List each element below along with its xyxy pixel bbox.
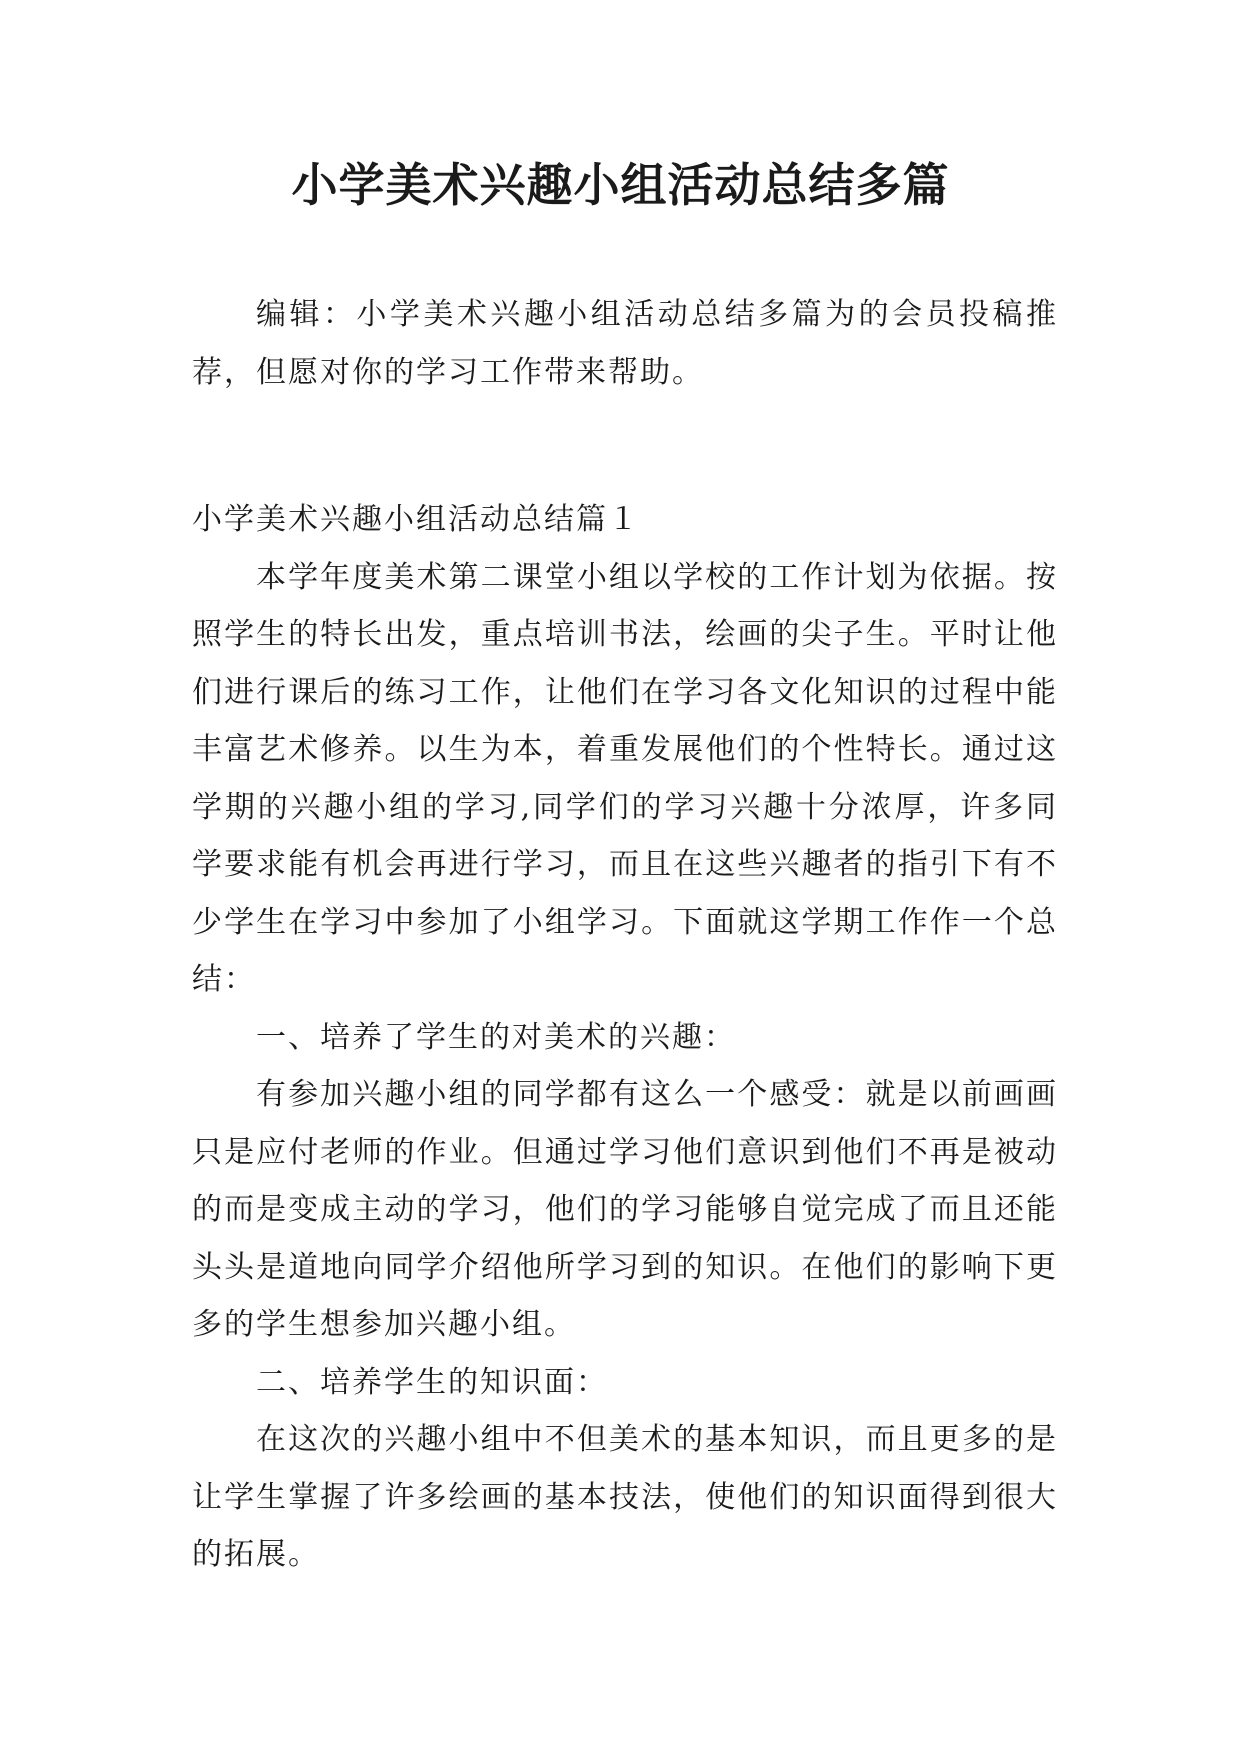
paragraph: 在这次的兴趣小组中不但美术的基本知识，而且更多的是让学生掌握了许多绘画的基本技法，使他们的知识面得到很大的拓展。 — [192, 1422, 1058, 1572]
paragraph: 有参加兴趣小组的同学都有这么一个感受：就是以前画画只是应付老师的作业。但通过学习他们意识到他们不再是被动的而是变成主动的学习，他们的学习能够自觉完成了而且还能头头是道地向同学介绍他所学习到的知识。在他们的影响下更多的学生想参加兴趣小组。 — [192, 1077, 1058, 1342]
subheading: 二、培养学生的知识面： — [256, 1364, 608, 1400]
subheading: 一、培养了学生的对美术的兴趣： — [256, 1019, 736, 1055]
document-title: 小学美术兴趣小组活动总结多篇 — [291, 158, 950, 212]
section-spacer — [192, 401, 1058, 491]
editor-note: 编辑：小学美术兴趣小组活动总结多篇为的会员投稿推荐，但愿对你的学习工作带来帮助。 — [192, 297, 1058, 390]
document-body — [192, 286, 1058, 1584]
section-heading: 小学美术兴趣小组活动总结篇１ — [192, 502, 640, 537]
paragraph: 本学年度美术第二课堂小组以学校的工作计划为依据。按照学生的特长出发，重点培训书法，绘画的尖子生。平时让他们进行课后的练习工作，让他们在学习各文化知识的过程中能丰富艺术修养。以生为本，着重发展他们的个性特长。通过这学期的兴趣小组的学习,同学们的学习兴趣十分浓厚，许多同学要求能有机会再进行学习，而且在这些兴趣者的指引下有不少学生在学习中参加了小组学习。下面就这学期工作作一个总结： — [192, 559, 1058, 997]
